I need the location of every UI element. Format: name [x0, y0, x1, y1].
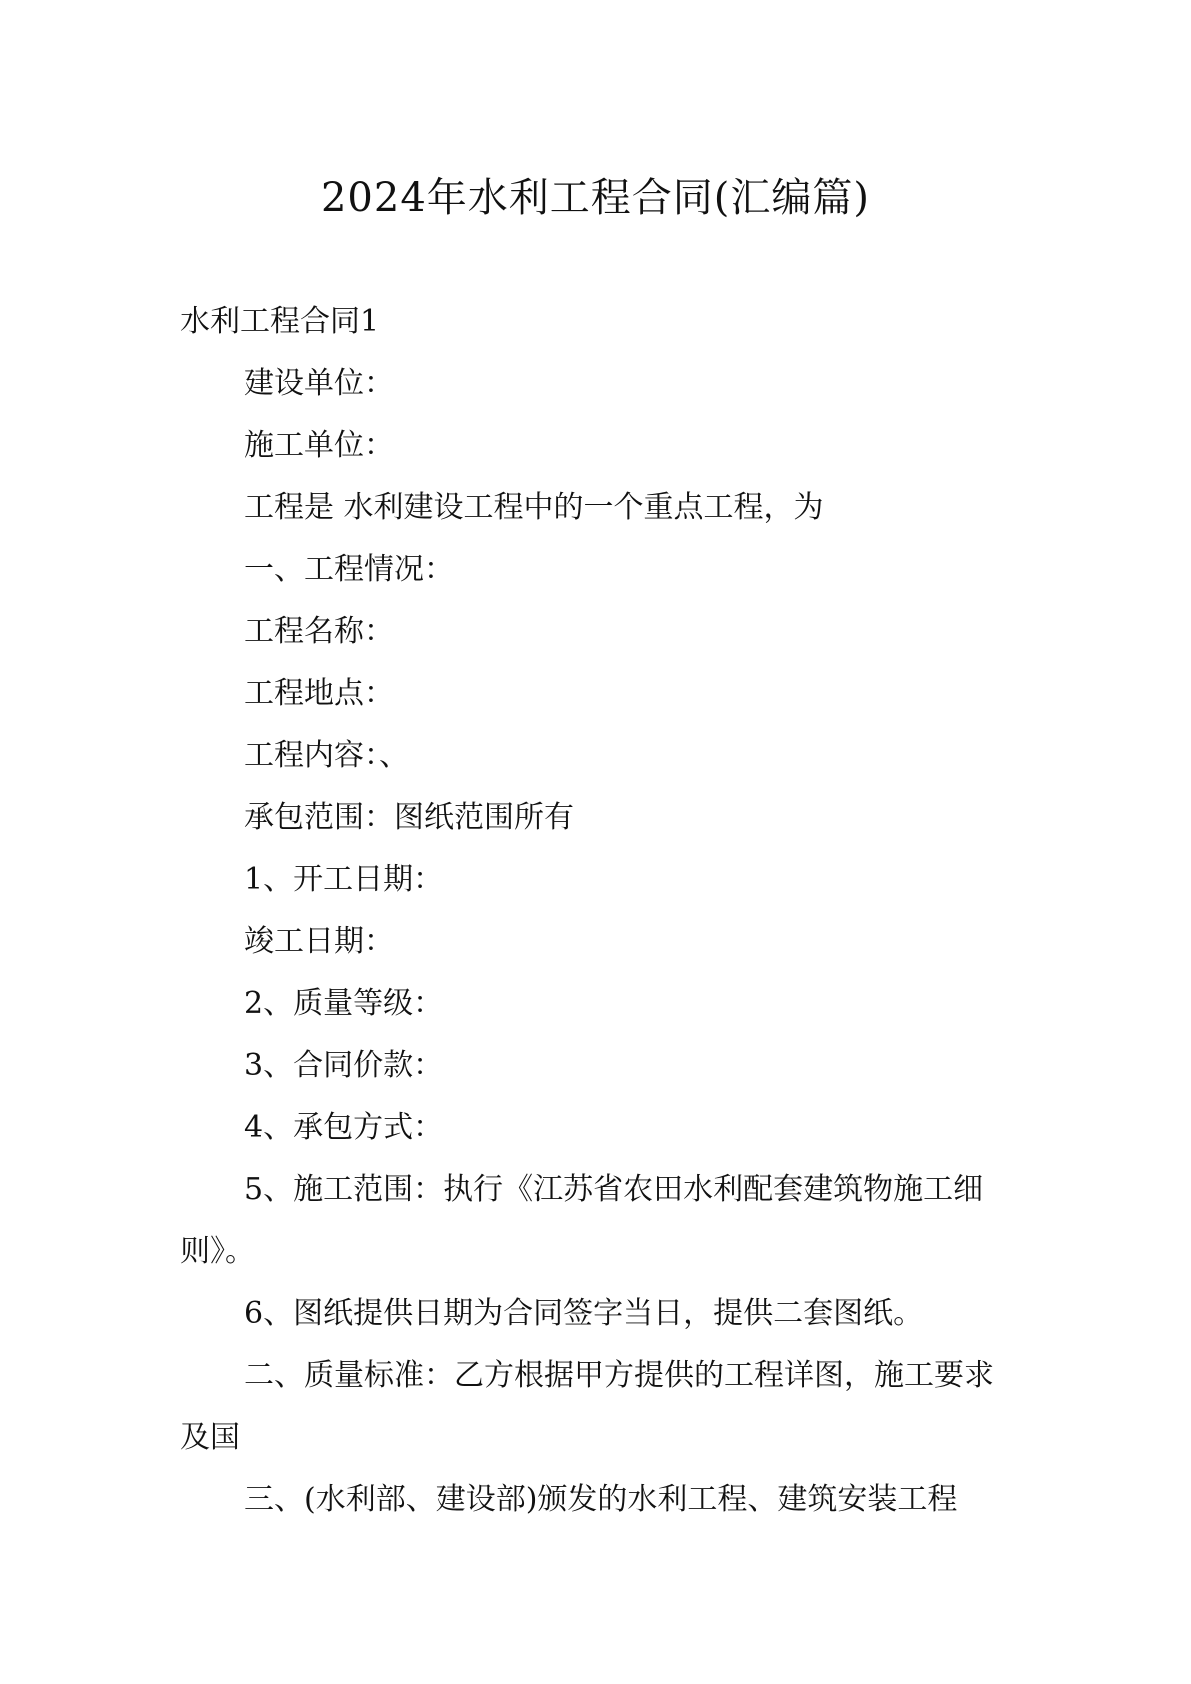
paragraph-contract-price: 3、合同价款： [244, 1048, 444, 1083]
paragraph-project-content: 工程内容：、 [244, 738, 409, 773]
paragraph-project-intro: 工程是 水利建设工程中的一个重点工程，为 [244, 490, 824, 525]
paragraph-construction-scope: 5、施工范围：执行《江苏省农田水利配套建筑物施工细则》。 [180, 1172, 984, 1269]
document-body [180, 291, 1020, 1531]
paragraph-contract-method: 4、承包方式： [244, 1110, 444, 1145]
paragraph-contract-scope: 承包范围：图纸范围所有 [244, 800, 574, 835]
paragraph-quality-standard: 二、质量标准：乙方根据甲方提供的工程详图，施工要求及国 [180, 1358, 994, 1455]
document-title: 2024年水利工程合同(汇编篇) [320, 175, 870, 221]
paragraph-drawing-date: 6、图纸提供日期为合同签字当日，提供二套图纸。 [244, 1296, 924, 1331]
paragraph-construction-unit: 建设单位： [244, 366, 394, 401]
paragraph-project-location: 工程地点： [244, 676, 394, 711]
paragraph-standards-issuers: 三、(水利部、建设部)颁发的水利工程、建筑安装工程 [244, 1482, 958, 1517]
paragraph-project-name: 工程名称： [244, 614, 394, 649]
paragraph-start-date: 1、开工日期： [244, 862, 444, 897]
paragraph-contractor-unit: 施工单位： [244, 428, 394, 463]
section-heading: 水利工程合同1 [180, 304, 380, 339]
paragraph-project-overview: 一、工程情况： [244, 552, 454, 587]
paragraph-completion-date: 竣工日期： [244, 924, 394, 959]
paragraph-quality-grade: 2、质量等级： [244, 986, 444, 1021]
